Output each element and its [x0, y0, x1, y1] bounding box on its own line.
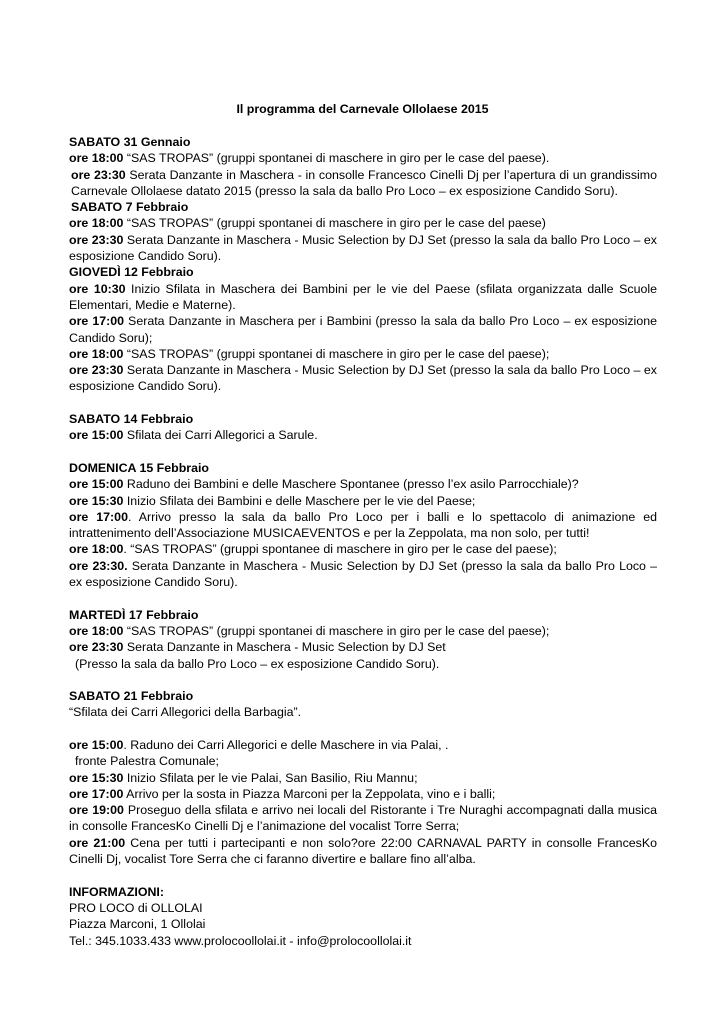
entry-text: “SAS TROPAS” (gruppi spontanei di maschere in giro per le case del paese); — [123, 346, 550, 361]
entry-time: ore 19:00 — [69, 803, 124, 818]
entry-time: ore 15:00 — [69, 737, 124, 752]
entry-time: ore 18:00 — [69, 346, 124, 361]
entry-text: fronte Palestra Comunale; — [75, 754, 219, 769]
schedule-entry — [69, 623, 657, 639]
entry-text: “SAS TROPAS” (gruppi spontanei di maschere in giro per le case del paese). — [123, 151, 550, 166]
day-heading: MARTEDÌ 17 Febbraio — [69, 607, 199, 622]
entry-time: ore 15:00 — [69, 477, 124, 492]
entry-text: . Raduno dei Carri Allegorici e delle Maschere in via Palai, . — [123, 737, 449, 752]
schedule-note: (Presso la sala da ballo Pro Loco – ex esposizione Candido Soru). — [75, 656, 440, 671]
spacer — [69, 444, 657, 460]
schedule-entry — [69, 313, 657, 346]
entry-text: Serata Danzante in Maschera - Music Selection by DJ Set (presso la sala da ballo Pro Loco – ex esposizione Candido Soru). — [69, 232, 657, 264]
info-address: Piazza Marconi, 1 Ollolai — [69, 917, 206, 932]
schedule-entry — [69, 802, 657, 835]
entry-time: ore 23:30 — [69, 640, 124, 655]
day-heading: SABATO 14 Febbraio — [69, 412, 194, 427]
schedule-entry — [69, 215, 657, 231]
schedule-entry — [69, 770, 657, 786]
program-content — [69, 134, 657, 949]
entry-text: . Arrivo presso la sala da ballo Pro Loco per i balli e lo spettacolo di animazione ed intrattenimento dell’Associazione MUSICAEVENTOS e per la Zeppolata, ma non solo, per tutti! — [69, 509, 657, 541]
spacer — [69, 867, 657, 883]
spacer — [69, 590, 657, 606]
entry-time: ore 18:00 — [69, 542, 124, 557]
entry-text: Serata Danzante in Maschera - Music Selection by DJ Set (presso la sala da ballo Pro Loco – ex esposizione Candido Soru). — [69, 363, 657, 394]
entry-text: Serata Danzante in Maschera - Music Selection by DJ Set (presso la sala da ballo Pro Loco – ex esposizione Candido Soru). — [69, 558, 657, 590]
schedule-entry — [69, 493, 657, 509]
spacer — [69, 395, 657, 411]
schedule-entry — [69, 167, 657, 200]
entry-text: Serata Danzante in Maschera - Music Selection by DJ Set — [123, 640, 446, 655]
entry-text: Cena per tutti i partecipanti e non solo?ore 22:00 CARNAVAL PARTY in consolle FrancesKo Cinelli Dj, vocalist Tore Serra che ci faranno divertire e ballare fino all’alba. — [69, 835, 658, 867]
entry-time: ore 17:00 — [69, 314, 125, 329]
entry-text: “SAS TROPAS” (gruppi spontanei di maschere in giro per le case del paese) — [123, 216, 546, 231]
entry-text: Proseguo della sfilata e arrivo nei locali del Ristorante i Tre Nuraghi accompagnati dalla musica in consolle FrancesKo Cinelli Dj e l’animazione del vocalist Torre Serra; — [69, 803, 657, 834]
spacer — [69, 721, 657, 737]
info-heading: INFORMAZIONI: — [69, 884, 164, 899]
entry-text: Inizio Sfilata dei Bambini e delle Maschere per le vie del Paese; — [123, 493, 476, 508]
entry-time: ore 18:00 — [69, 151, 124, 166]
entry-time: ore 17:00 — [69, 509, 128, 524]
schedule-entry — [69, 753, 657, 769]
document-title: Il programma del Carnevale Ollolaese 2015 — [236, 102, 489, 116]
schedule-entry — [69, 835, 657, 868]
day-heading: GIOVEDÌ 12 Febbraio — [69, 265, 194, 280]
day-heading: SABATO 31 Gennaio — [69, 135, 191, 149]
schedule-entry — [69, 558, 657, 591]
entry-time: ore 18:00 — [69, 623, 124, 638]
entry-time: ore 15:00 — [69, 428, 124, 443]
day-heading: DOMENICA 15 Febbraio — [69, 460, 209, 475]
schedule-entry — [69, 232, 657, 265]
day-heading: SABATO 21 Febbraio — [69, 689, 194, 704]
info-org: PRO LOCO di OLLOLAI — [69, 900, 203, 915]
schedule-entry — [69, 509, 657, 542]
entry-time: ore 10:30 — [69, 281, 126, 296]
entry-text: Serata Danzante in Maschera - in consolle Francesco Cinelli Dj per l’apertura di un grandissimo Carnevale Ollolaese datato 2015 (presso la sala da ballo Pro Loco – ex esposizione Candido Soru). — [71, 167, 657, 198]
entry-time: ore 23:30 — [69, 232, 124, 247]
schedule-entry — [69, 281, 657, 314]
entry-time: ore 17:00 — [69, 786, 124, 801]
schedule-entry — [69, 541, 657, 557]
schedule-entry — [69, 476, 657, 492]
schedule-entry — [69, 362, 657, 395]
spacer — [69, 672, 657, 688]
entry-text: Inizio Sfilata in Maschera dei Bambini per le vie del Paese (sfilata organizzata dalle Scuole Elementari, Medie e Materne). — [69, 281, 657, 312]
entry-time: ore 18:00 — [69, 216, 124, 231]
schedule-entry — [69, 150, 657, 166]
schedule-entry — [69, 786, 657, 802]
schedule-entry — [69, 737, 657, 753]
schedule-entry — [69, 346, 657, 362]
entry-text: Serata Danzante in Maschera per i Bambini (presso la sala da ballo Pro Loco – ex esposizione Candido Soru); — [69, 314, 657, 345]
entry-time: ore 23:30 — [71, 167, 126, 182]
entry-time: ore 23:30 — [69, 363, 124, 378]
entry-time: ore 21:00 — [69, 835, 126, 850]
day-heading: SABATO 7 Febbraio — [71, 200, 189, 215]
entry-text: “SAS TROPAS” (gruppi spontanei di maschere in giro per le case del paese); — [123, 623, 550, 638]
event-subtitle: “Sfilata dei Carri Allegorici della Barbagia”. — [69, 705, 302, 720]
entry-text: Raduno dei Bambini e delle Maschere Spontanee (presso l’ex asilo Parrocchiale)? — [123, 477, 579, 492]
entry-time: ore 15:30 — [69, 493, 124, 508]
entry-text: Arrivo per la sosta in Piazza Marconi per la Zeppolata, vino e i balli; — [123, 786, 496, 801]
schedule-entry — [69, 427, 657, 443]
entry-time: ore 23:30. — [69, 558, 128, 573]
info-contact: Tel.: 345.1033.433 www.prolocoollolai.it - info@prolocoollolai.it — [69, 933, 412, 948]
entry-time: ore 15:30 — [69, 770, 124, 785]
entry-text: Inizio Sfilata per le vie Palai, San Basilio, Riu Mannu; — [123, 770, 418, 785]
schedule-entry — [69, 639, 657, 655]
entry-text: Sfilata dei Carri Allegorici a Sarule. — [123, 428, 318, 443]
entry-text: . “SAS TROPAS” (gruppi spontanee di maschere in giro per le case del paese); — [123, 542, 557, 557]
